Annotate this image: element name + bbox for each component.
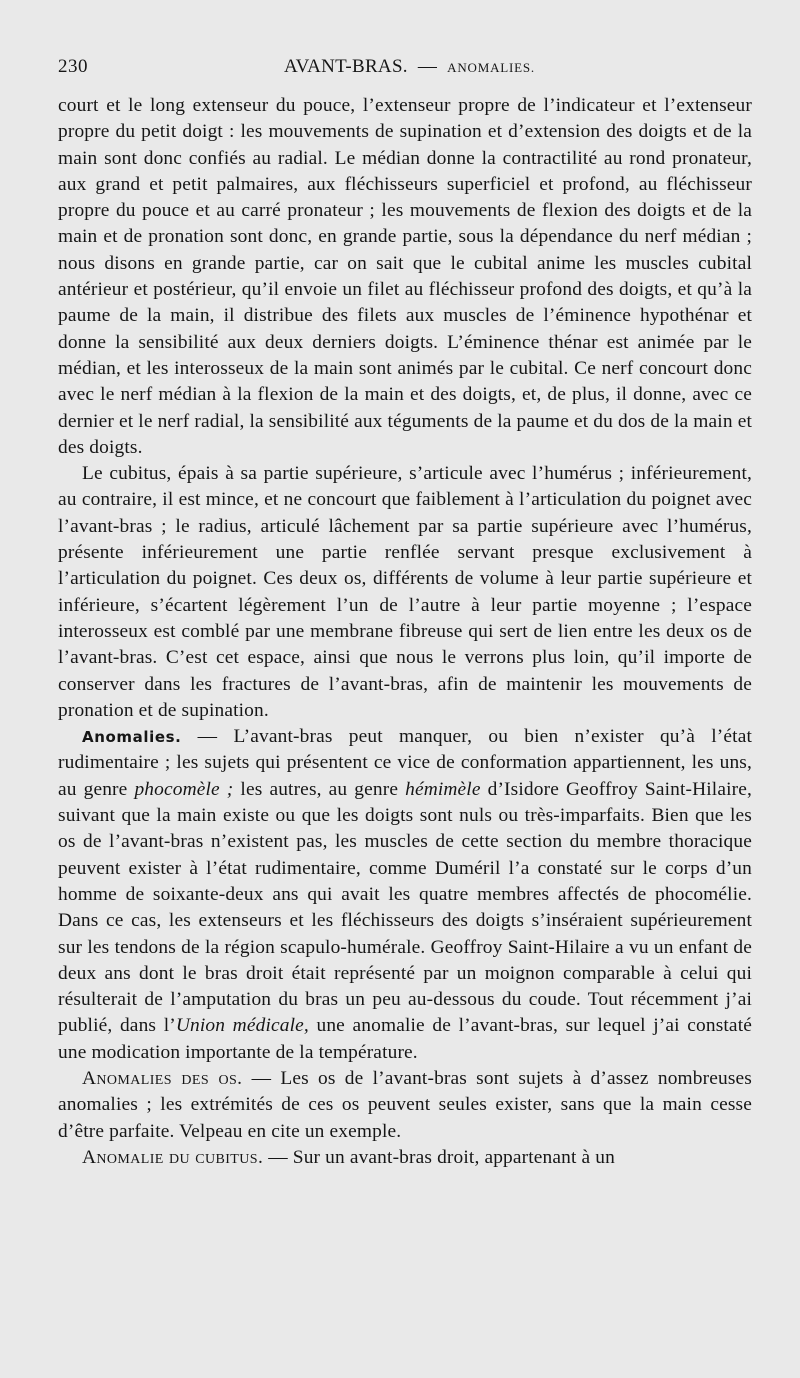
page-body bbox=[58, 93, 752, 1171]
italic-term-hemimele: hémimèle bbox=[405, 778, 481, 800]
running-title-dash: — bbox=[417, 56, 438, 77]
paragraph-text: Le cubitus, épais à sa partie supérieure, s’articule avec l’humérus ; inférieurement, au contraire, il est mince, et ne concourt que faiblement à l’articulation du poignet avec l’avant-bras ; le radius, articulé lâchement par sa partie supérieure avec l’humérus, présente inférieurement une partie renflée servant presque exclusivement à l’articulation du poignet. Ces deux os, différents de volume à leur partie supérieure et inférieure, s’écartent légèrement l’un de l’autre à leur partie moyenne ; l’espace interosseux est comblé par une membrane fibreuse qui sert de lien entre les deux os de l’avant-bras. C’est cet espace, ainsi que nous le verrons plus loin, qu’il importe de conserver dans les fractures de l’avant-bras, afin de maintenir les mouvements de pronation et de supination. bbox=[58, 463, 752, 721]
paragraph-text: les autres, au genre bbox=[233, 778, 406, 800]
running-header bbox=[58, 56, 760, 86]
running-title-sub: ANOMALIES. bbox=[447, 60, 535, 75]
section-heading-cubitus-anomaly: Anomalie du cubitus. bbox=[82, 1146, 264, 1168]
paragraph-cubitus-anomaly bbox=[58, 1145, 752, 1171]
paragraph-text: court et le long extenseur du pouce, l’extenseur propre de l’indicateur et l’extenseur propre du petit doigt : les mouvements de supination et d’extension des doigts et de la main sont donc confiés au radial. Le médian donne la contractilité au rond pronateur, aux grand et petit palmaires, aux fléchisseurs superficiel et profond, au fléchisseur propre du pouce et au carré pronateur ; les mouvements de flexion des doigts et de la main et de pronation sont donc, en grande partie, sous la dépendance du nerf médian ; nous disons en grande partie, car on sait que le cubital anime les muscles cubital antérieur et postérieur, qu’il envoie un filet au fléchisseur profond des doigts, et qu’à la paume de la main, il distribue des filets aux muscles de l’éminence hypothénar et donne la sensibilité aux deux derniers doigts. L’éminence thénar est animée par le médian, et les interosseux de la main sont animés par le cubital. Ce nerf concourt donc avec le nerf médian à la flexion de la main et des doigts, et, de plus, il donne, avec ce dernier et le nerf radial, la sensibilité aux téguments de la paume et du dos de la main et des doigts. bbox=[58, 95, 752, 458]
italic-term-phocomele: phocomèle ; bbox=[134, 778, 234, 800]
paragraph-text: d’Isidore Geoffroy Saint-Hilaire, suivant que la main existe ou que les doigts sont nuls ou très-imparfaits. Bien que les os de l’avant-bras n’existent pas, les muscles de cette section du membre thoracique peuvent exister à l’état rudimentaire, comme Duméril l’a constaté sur le corps d’un homme de soixante-deux ans qui avait les quatre membres affectés de phocomélie. Dans ce cas, les extenseurs et les fléchisseurs des doigts s’inséraient supérieurement sur les tendons de la région scapulo-humérale. Geoffroy Saint-Hilaire a vu un enfant de deux ans dont le bras droit était représenté par un moignon comparable à celui qui résulterait de l’amputation du bras un peu au-dessous du coude. Tout récemment j’ai publié, dans l’ bbox=[58, 778, 752, 1037]
paragraph-cubitus-radius bbox=[58, 461, 752, 724]
paragraph-nerves bbox=[58, 93, 752, 461]
running-title bbox=[284, 56, 535, 78]
paragraph-text: — L’avant-bras peut manquer, ou bien n’exister qu’à l’état rudimentaire ; les sujets qui présentent ce vice de conformation appartiennent, les uns, au genre bbox=[58, 726, 752, 800]
section-heading-anomalies: Anomalies. bbox=[82, 728, 182, 747]
paragraph-anomalies bbox=[58, 724, 752, 1066]
section-heading-bone-anomalies: Anomalies des os. bbox=[82, 1067, 243, 1089]
page-number: 230 bbox=[58, 56, 88, 77]
italic-journal-title: Union médicale, bbox=[175, 1015, 309, 1037]
paragraph-text: — Sur un avant-bras droit, appartenant à un bbox=[263, 1146, 615, 1168]
paragraph-text: une anomalie de l’avant-bras, sur lequel j’ai constaté une modication importante de la température. bbox=[58, 1015, 752, 1063]
running-title-main: AVANT-BRAS. bbox=[284, 56, 408, 77]
paragraph-bone-anomalies bbox=[58, 1066, 752, 1145]
paragraph-text: — Les os de l’avant-bras sont sujets à d’assez nombreuses anomalies ; les extrémités de ces os peuvent seules exister, sans que la main cesse d’être parfaite. Velpeau en cite un exemple. bbox=[58, 1067, 752, 1142]
